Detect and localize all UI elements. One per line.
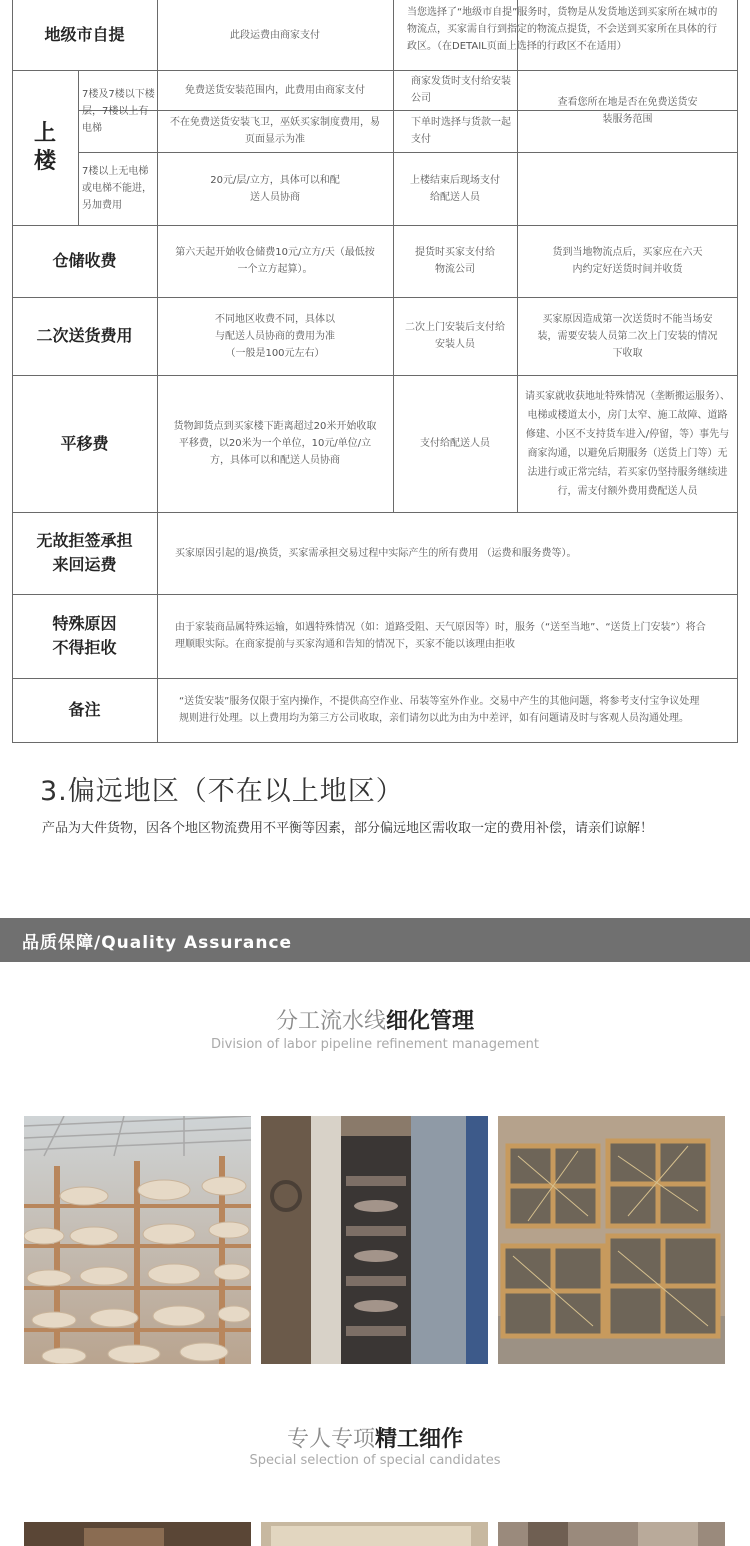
quality-heading-1-light: 分工流水线 <box>275 1009 386 1034</box>
floor-sub1-desc-b: 不在免费送货安装飞卫，巫妖买家制度费用，易页面显示为准 <box>170 117 380 145</box>
row-desc-remark: “送货安装”服务仅限于室内操作，不提供高空作业、吊装等室外作业。交易中产生的其他问题，将参考支付宝争议处理规则进行处理。以上费用均为第三方公司收取，亲们请勿以此为由为中差评，如有问题请及时与客观人员沟通处理。 <box>179 696 700 724</box>
row-desc-refuse: 买家原因引起的退/换货，买家需承担交易过程中实际产生的所有费用 （运费和服务费等）。 <box>175 547 577 559</box>
photo-wooden-crates <box>498 1116 725 1364</box>
floor-sub1-label: 7楼及7楼以下楼层，7楼以上有电梯 <box>82 88 155 134</box>
floor-label: 上楼 <box>33 120 56 174</box>
floor-sub1-desc-a: 免费送货安装范围内，此费用由商家支付 <box>185 84 365 96</box>
row-label-refuse: 无故拒签承担来回运费 <box>36 531 133 574</box>
floor-sub2-desc: 20元/层/立方，具体可以和配送人员协商 <box>210 174 340 203</box>
quality-heading-1 <box>0 1004 750 1035</box>
remote-title: 3.偏远地区（不在以上地区） <box>40 776 404 807</box>
floor-sub1-note: 查看您所在地是否在免费送货安装服务范围 <box>557 97 698 125</box>
row-label-floor <box>12 70 78 225</box>
row-note-city: 当您选择了“地级市自提”服务时，货物是从发货地送到买家所在城市的物流点，买家需自行到指定的物流点提货，不会送到买家所在具体的行政区。（在DETAIL页面上选择的行政区不在适用） <box>407 6 718 52</box>
row-pay-storage: 提货时买家支付给物流公司 <box>415 247 495 275</box>
quality-band-text: 品质保障/Quality Assurance <box>22 932 293 953</box>
floor-sub2-pay: 上楼结束后现场支付给配送人员 <box>410 174 500 203</box>
row-pay-move: 支付给配送人员 <box>420 438 490 449</box>
floor-sub1-pay-a: 商家发货时支付给安装公司 <box>411 76 511 104</box>
row-desc-city: 此段运费由商家支付 <box>230 29 320 41</box>
row-pay-second: 二次上门安装后支付给安装人员 <box>405 322 505 350</box>
row-label-special: 特殊原因不得拒收 <box>52 614 117 657</box>
row-label-move: 平移费 <box>60 433 109 453</box>
row-note-storage: 货到当地物流点后，买家应在六天内约定好送货时间并收货 <box>552 247 703 275</box>
photo-kiln <box>261 1116 488 1364</box>
quality-heading-2-bold: 精工细作 <box>375 1427 464 1452</box>
row-desc-special: 由于家装商品属特殊运输，如遇特殊情况（如：道路受阻、天气原因等）时，服务（“送至当地”、“送货上门安装”）将合理顺眼实际。在商家提前与买家沟通和告知的情况下，买家不能以该理由拒收 <box>175 622 706 650</box>
row-desc-second: 不同地区收费不同，具体以与配送人员协商的费用为准（一般是100元左右） <box>215 313 335 359</box>
row-label-remark: 备注 <box>68 700 101 719</box>
quality-heading-2-light: 专人专项 <box>286 1427 375 1452</box>
row-note-second: 买家原因造成第一次送货时不能当场安装，需要安装人员第二次上门安装的情况下收取 <box>537 313 718 359</box>
floor-sub2-label: 7楼以上无电梯或电梯不能进，另加费用 <box>82 166 152 211</box>
quality-heading-1-sub: Division of labor pipeline refinement management <box>211 1037 539 1052</box>
row-note-move: 请买家就收获地址特殊情况（垄断搬运服务）、电梯或楼道太小，房门太窄、施工故障、道路修建、小区不支持货车进入/停留，等）事先与商家沟通，以避免后期服务（送货上门等）无法进行或正常完结，若买家仍坚持服务继续进行，需支付额外费用费配送人员 <box>525 390 730 497</box>
row-desc-storage: 第六天起开始收仓储费10元/立方/天（最低按一个立方起算）。 <box>175 247 375 275</box>
photo-craft-1 <box>24 1522 251 1546</box>
row-desc-move: 货物卸货点到买家楼下距离超过20米开始收取平移费，以20米为一个单位，10元/单位/立方，具体可以和配送人员协商 <box>173 421 377 466</box>
quality-heading-1-bold: 细化管理 <box>386 1009 475 1034</box>
row-label-storage: 仓储收费 <box>52 251 117 270</box>
remote-text: 产品为大件货物，因各个地区物流费用不平衡等因素，部分偏远地区需收取一定的费用补偿，请亲们谅解！ <box>42 821 654 836</box>
delivery-fee-table <box>12 0 738 743</box>
quality-heading-2 <box>0 1422 750 1453</box>
row-label-city: 地级市自提 <box>44 25 125 44</box>
photo-craft-3 <box>498 1522 725 1546</box>
photo-basins-on-racks <box>24 1116 251 1364</box>
photo-craft-2 <box>261 1522 488 1546</box>
quality-band <box>0 918 750 962</box>
quality-heading-2-sub: Special selection of special candidates <box>249 1453 501 1468</box>
floor-sub1-pay-b: 下单时选择与货款一起支付 <box>411 117 511 145</box>
row-label-second: 二次送货费用 <box>36 326 133 345</box>
